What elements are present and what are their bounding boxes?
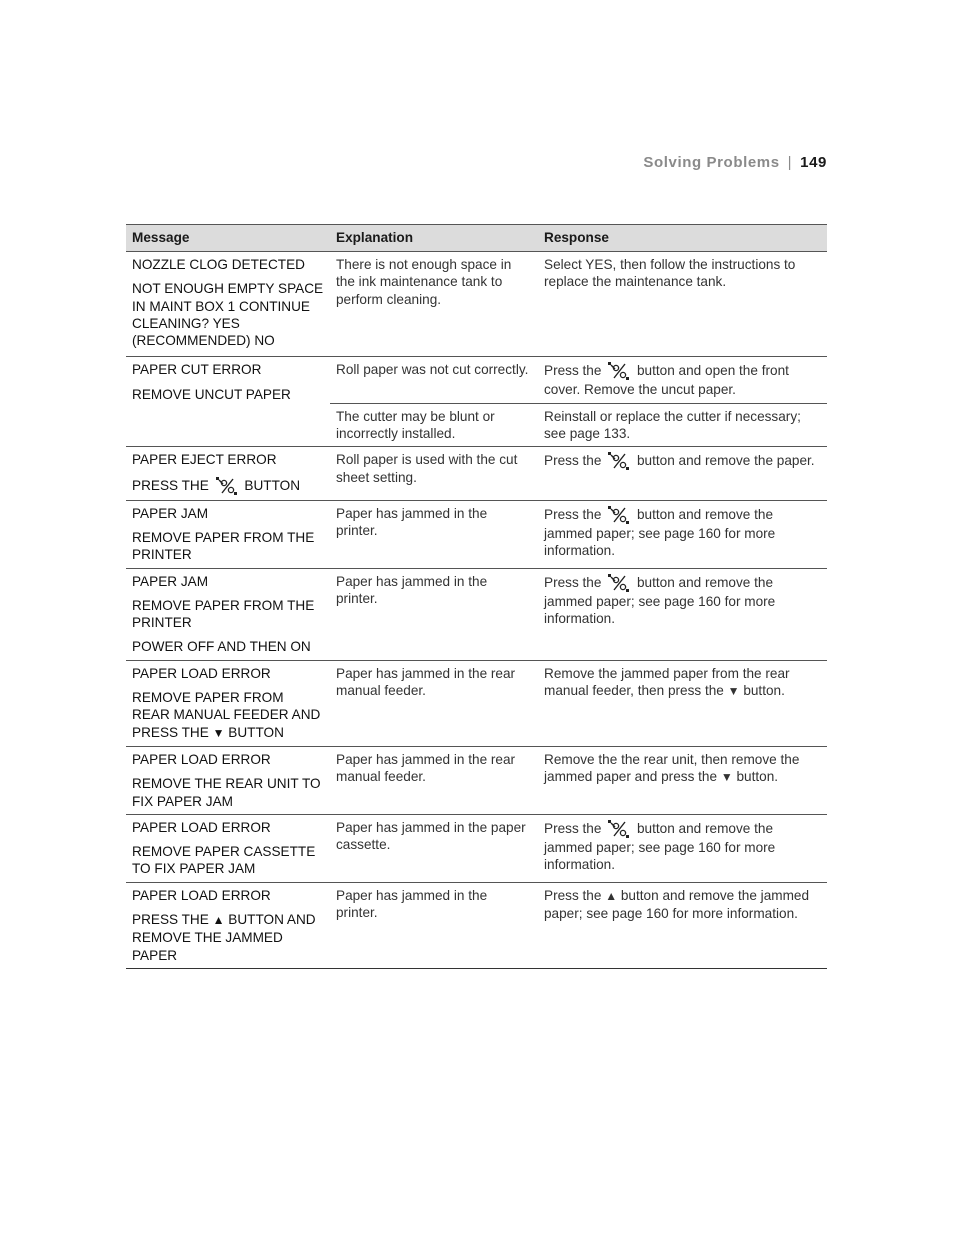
message-line: REMOVE PAPER FROM THE PRINTER: [132, 597, 315, 631]
table-row: [126, 252, 827, 357]
response-text-post: button and remove the jammed paper; see page 160 for more information.: [544, 820, 776, 873]
message-line: PAPER CUT ERROR: [132, 362, 262, 378]
explanation-cell: Paper has jammed in the printer.: [330, 882, 538, 968]
column-header-response: Response: [538, 225, 827, 252]
response-text-post: button and open the front cover. Remove the uncut paper.: [544, 363, 789, 398]
response-text-pre: Press the: [544, 574, 602, 590]
table-row: [126, 447, 827, 500]
header-separator: |: [787, 154, 793, 171]
response-cell: [538, 500, 827, 568]
response-text-post: button and remove the paper.: [636, 453, 815, 469]
table-row: [126, 882, 827, 968]
response-text-post: button and remove the jammed paper; see page 160 for more information.: [544, 887, 810, 922]
message-line: POWER OFF AND THEN ON: [132, 639, 311, 655]
message-line: [132, 911, 324, 964]
table-header-row: [126, 225, 827, 252]
message-text-post: BUTTON: [228, 724, 284, 740]
up-arrow-icon: ▲: [605, 888, 618, 903]
message-line: PAPER LOAD ERROR: [132, 887, 271, 903]
response-text-pre: Remove the the rear unit, then remove the jammed paper and press the: [544, 751, 800, 785]
response-cell: Select YES, then follow the instructions to replace the maintenance tank.: [538, 252, 827, 357]
paper-cut-icon: [607, 819, 631, 839]
message-line: [132, 476, 324, 496]
response-cell: [538, 746, 827, 814]
up-arrow-icon: ▲: [212, 913, 225, 928]
explanation-cell: Roll paper is used with the cut sheet setting.: [330, 447, 538, 500]
response-text-pre: Press the: [544, 820, 602, 836]
response-cell: [538, 568, 827, 660]
paper-cut-icon: [607, 451, 631, 471]
message-line: PAPER LOAD ERROR: [132, 751, 271, 767]
message-text-post: BUTTON: [244, 477, 301, 493]
explanation-cell: Paper has jammed in the printer.: [330, 568, 538, 660]
explanation-cell: Paper has jammed in the rear manual feeder.: [330, 746, 538, 814]
response-text-post: button.: [736, 769, 779, 785]
message-line: REMOVE UNCUT PAPER: [132, 386, 291, 402]
response-text-post: button and remove the jammed paper; see page 160 for more information.: [544, 506, 776, 558]
response-text-post: button and remove the jammed paper; see page 160 for more information.: [544, 574, 776, 626]
response-cell: [538, 814, 827, 882]
message-cell: [126, 882, 330, 968]
message-line: REMOVE PAPER CASSETTE TO FIX PAPER JAM: [132, 844, 316, 877]
explanation-cell: The cutter may be blunt or incorrectly installed.: [330, 403, 538, 447]
message-cell: [126, 252, 330, 357]
response-cell: Reinstall or replace the cutter if necessary; see page 133.: [538, 403, 827, 447]
explanation-cell: Paper has jammed in the printer.: [330, 500, 538, 568]
error-message-table: [126, 224, 827, 969]
message-text-post: BUTTON AND REMOVE THE JAMMED PAPER: [132, 912, 316, 963]
response-cell: [538, 357, 827, 403]
message-text-pre: REMOVE PAPER FROM REAR MANUAL FEEDER AND PRESS THE: [132, 690, 321, 740]
paper-cut-icon: [607, 573, 631, 593]
down-arrow-icon: ▼: [212, 725, 225, 740]
response-text-pre: Press the: [544, 453, 602, 469]
message-line: [132, 689, 324, 742]
message-line: PAPER JAM: [132, 573, 209, 589]
message-text-pre: PRESS THE: [132, 912, 209, 928]
table-row: [126, 568, 827, 660]
explanation-cell: There is not enough space in the ink maintenance tank to perform cleaning.: [330, 252, 538, 357]
message-text-pre: PRESS THE: [132, 477, 209, 493]
down-arrow-icon: ▼: [720, 770, 733, 785]
message-line: PAPER EJECT ERROR: [132, 452, 277, 468]
response-text-pre: Press the: [544, 506, 602, 522]
response-text-pre: Press the: [544, 887, 602, 903]
response-cell: [538, 447, 827, 500]
table-row: [126, 660, 827, 746]
column-header-message: Message: [126, 225, 330, 252]
message-line: NOZZLE CLOG DETECTED: [132, 257, 305, 272]
page-header: [643, 154, 827, 171]
message-line: REMOVE PAPER FROM THE PRINTER: [132, 529, 315, 563]
message-line: PAPER LOAD ERROR: [132, 665, 271, 681]
message-cell: [126, 746, 330, 814]
response-cell: [538, 660, 827, 746]
message-cell: [126, 500, 330, 568]
paper-cut-icon: [215, 476, 239, 496]
section-title: Solving Problems: [643, 154, 780, 171]
paper-cut-icon: [607, 505, 631, 525]
table-row: [126, 500, 827, 568]
table-row: [126, 357, 827, 403]
response-cell: [538, 882, 827, 968]
response-text-post: button.: [743, 683, 785, 699]
response-text-pre: Press the: [544, 363, 602, 379]
explanation-cell: Roll paper was not cut correctly.: [330, 357, 538, 403]
explanation-cell: Paper has jammed in the paper cassette.: [330, 814, 538, 882]
message-cell: [126, 814, 330, 882]
table-row: [126, 746, 827, 814]
message-cell: [126, 357, 330, 447]
message-line: REMOVE THE REAR UNIT TO FIX PAPER JAM: [132, 776, 321, 809]
message-line: NOT ENOUGH EMPTY SPACE IN MAINT BOX 1 CONTINUE CLEANING? YES (RECOMMENDED) NO: [132, 281, 324, 349]
message-cell: [126, 447, 330, 500]
message-cell: [126, 568, 330, 660]
message-line: PAPER LOAD ERROR: [132, 819, 271, 835]
response-text-pre: Remove the jammed paper from the rear manual feeder, then press the: [544, 665, 790, 699]
page-number: 149: [800, 154, 827, 171]
message-cell: [126, 660, 330, 746]
down-arrow-icon: ▼: [727, 684, 740, 699]
column-header-explanation: Explanation: [330, 225, 538, 252]
explanation-cell: Paper has jammed in the rear manual feeder.: [330, 660, 538, 746]
message-line: PAPER JAM: [132, 505, 209, 521]
paper-cut-icon: [607, 361, 631, 381]
table-row: [126, 814, 827, 882]
